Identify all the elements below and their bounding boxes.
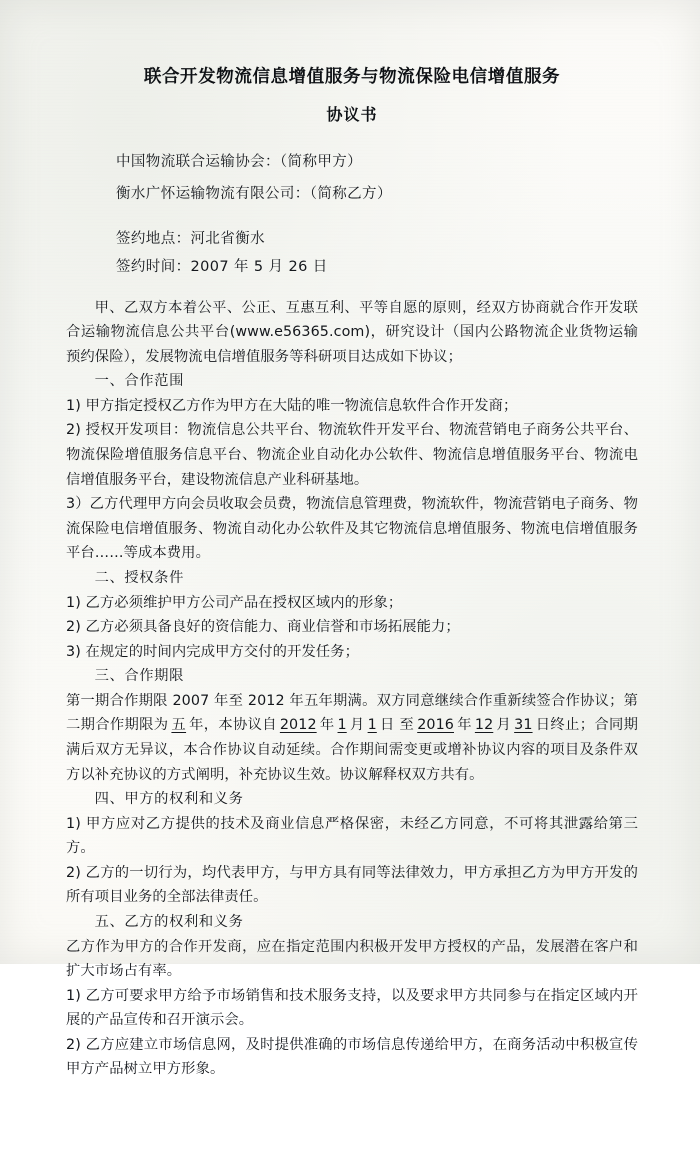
section-3-term-paragraph (66, 689, 638, 787)
term-start-year: 2012 (279, 717, 317, 734)
section-2-item-3: 3) 在规定的时间内完成甲方交付的开发任务； (66, 643, 360, 660)
signing-place-label: 签约地点： (116, 231, 191, 248)
section-4-item-2: 2) 乙方的一切行为，均代表甲方，与甲方具有同等法律效力，甲方承担乙方为甲方开发的所有项目业务的全部法律责任。 (66, 864, 638, 906)
term-text-g: 月 (496, 717, 512, 734)
term-end-day: 31 (514, 717, 533, 734)
signing-place (116, 225, 638, 253)
signing-block (66, 225, 638, 282)
section-5-item-3: 2) 乙方应建立市场信息网，及时提供准确的市场信息传递给甲方，在商务活动中积极宣传甲方产品树立甲方形象。 (66, 1036, 638, 1078)
section-1-item-1: 1) 甲方指定授权乙方作为甲方在大陆的唯一物流信息软件合作开发商； (66, 397, 518, 414)
section-heading-1: 一、合作范围 (94, 373, 184, 390)
signing-time-label: 签约时间： (116, 259, 191, 276)
term-text-h: 日终止；合同期满后双方无异议，本合作协议自动延续。合作期间需变更或增补协议内容的项目及条件双方以补充协议的方式阐明，补充协议生效。协议解释权双方共有。 (66, 717, 638, 783)
section-2-item-1: 1) 乙方必须维护甲方公司产品在授权区域内的形象； (66, 594, 403, 611)
section-heading-3: 三、合作期限 (94, 668, 184, 685)
signing-time-value: 2007 年 5 月 26 日 (190, 259, 328, 276)
section-5-item-1: 乙方作为甲方的合作开发商，应在指定范围内积极开发甲方授权的产品，发展潜在客户和扩大市场占有率。 (66, 938, 638, 980)
parties-block (66, 147, 638, 211)
term-text-c: 年 (319, 717, 335, 734)
page-bottom-margin (66, 1082, 638, 1172)
section-heading-2: 二、授权条件 (94, 569, 184, 586)
term-start-day: 1 (367, 717, 377, 734)
term-text-f: 年 (457, 717, 472, 734)
party-line-first: 中国物流联合运输协会：（简称甲方） (116, 154, 363, 171)
signing-place-value: 河北省衡水 (190, 231, 265, 248)
term-text-b: 年，本协议自 (189, 717, 277, 734)
term-text-e: 日 至 (379, 717, 415, 734)
term-start-month: 1 (337, 717, 347, 734)
term-text-a: 第一期合作期限 2007 年至 2012 年五年期满。双方同意继续合作重新续签合作协议；第二期合作期限为 (66, 692, 638, 734)
section-1-item-2: 2) 授权开发项目：物流信息公共平台、物流软件开发平台、物流营销电子商务公共平台、物流保险增值服务信息平台、物流企业自动化办公软件、物流信息增值服务平台、物流电信增值服务平台，建设物流信息产业科研基地。 (66, 422, 638, 488)
section-4-item-1: 1) 甲方应对乙方提供的技术及商业信息严格保密，未经乙方同意，不可将其泄露给第三方。 (66, 815, 638, 857)
term-end-year: 2016 (417, 717, 454, 734)
section-heading-4: 四、甲方的权利和义务 (94, 791, 244, 808)
section-5-item-2: 1) 乙方可要求甲方给予市场销售和技术服务支持，以及要求甲方共同参与在指定区域内开展的产品宣传和召开演示会。 (66, 987, 638, 1029)
section-2-item-2: 2) 乙方必须具备良好的资信能力、商业信誉和市场拓展能力； (66, 619, 460, 636)
signing-time (116, 253, 638, 281)
document-body (66, 296, 638, 1172)
term-years-value: 五 (171, 717, 187, 734)
term-text-d: 月 (349, 717, 365, 734)
term-end-month: 12 (474, 717, 494, 734)
document-subtitle: 协议书 (326, 105, 378, 125)
section-1-item-3: 3）乙方代理甲方向会员收取会员费，物流信息管理费，物流软件，物流营销电子商务、物流保险电信增值服务、物流自动化办公软件及其它物流信息增值服务、物流电信增值服务平台……等成本费用。 (66, 496, 638, 562)
section-heading-5: 五、乙方的权利和义务 (94, 914, 244, 931)
page-title: 联合开发物流信息增值服务与物流保险电信增值服务 (143, 67, 561, 87)
party-line-second: 衡水广怀运输物流有限公司：（简称乙方） (116, 186, 392, 203)
preamble-paragraph: 甲、乙双方本着公平、公正、互惠互利、平等自愿的原则，经双方协商就合作开发联合运输物流信息公共平台(www.e56365.com)，研究设计（国内公路物流企业货物运输预约保险），发展物流电信增值服务等科研项目达成如下协议； (66, 299, 638, 365)
